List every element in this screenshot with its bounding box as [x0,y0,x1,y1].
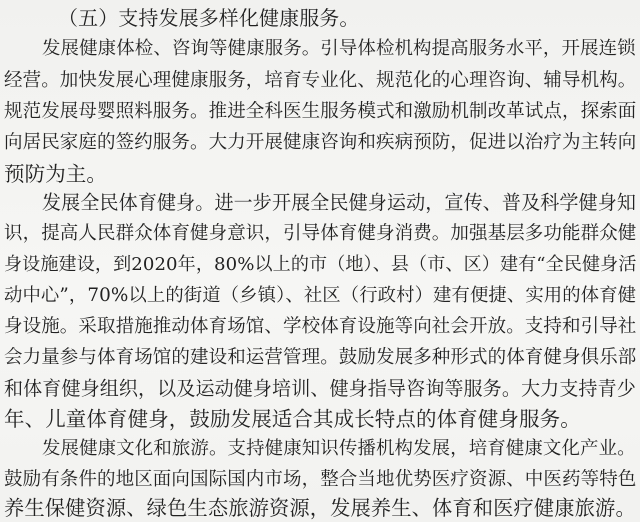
text-line-12-text: 和体育健身组织，以及运动健身培训、健身指导咨询等服务。大力支持青少 [4,378,636,400]
text-line-11-text: 会力量参与体育场馆的建设和运营管理。鼓励发展多种形式的体育健身俱乐部 [4,347,637,368]
text-line-13 [0,404,640,434]
text-line-16 [0,493,640,522]
text-line-7-text: 识，提高人民群众体育健身意识，引导体育健身消费。加强基层多功能群众健 [4,223,637,244]
text-line-9-text: 动中心”，70%以上的街道（乡镇）、社区（行政村）建有便捷、实用的体育健 [4,285,637,306]
text-line-12 [0,374,640,404]
text-line-11 [0,343,640,373]
text-line-14-text: 发展健康文化和旅游。支持健康知识传播机构发展，培育健康文化产业。 [42,438,636,459]
text-line-16-text: 养生保健资源、绿色生态旅游资源，发展养生、体育和医疗健康旅游。 [4,496,636,520]
text-line-15 [0,465,640,495]
text-line-2 [0,66,640,96]
text-line-6 [0,188,640,218]
section-heading [0,3,640,33]
text-line-6-text: 发展全民体育健身。进一步开展全民健身运动，宣传、普及科学健身知 [42,192,637,214]
text-line-4-text: 向居民家庭的签约服务。大力开展健康咨询和疾病预防，促进以治疗为主转向 [4,132,637,153]
text-line-10-text: 身设施。采取措施推动体育场馆、学校体育设施等向社会开放。支持和引导社 [4,316,637,337]
text-line-15-text: 鼓励有条件的地区面向国际国内市场，整合当地优势医疗资源、中医药等特色 [4,469,637,490]
text-line-3-text: 规范发展母婴照料服务。推进全科医生服务模式和激励机制改革试点，探索面 [4,101,637,122]
text-line-1-text: 发展健康体检、咨询等健康服务。引导体检机构提高服务水平，开展连锁 [42,38,636,59]
text-line-3 [0,97,640,127]
section-heading-text: （五）支持发展多样化健康服务。 [58,6,360,30]
text-line-13-text: 年、儿童体育健身，鼓励发展适合其成长特点的体育健身服务。 [4,407,581,431]
text-line-5 [0,159,640,189]
text-line-8 [0,250,640,280]
text-line-7 [0,219,640,249]
text-line-14 [0,434,640,464]
text-line-1 [0,34,640,64]
text-line-5-text: 预防为主。 [4,162,107,186]
text-line-2-text: 经营。加快发展心理健康服务，培育专业化、规范化的心理咨询、辅导机构。 [4,70,637,91]
text-line-9 [0,281,640,311]
text-line-10 [0,312,640,342]
text-line-4 [0,128,640,158]
text-line-8-text: 身设施建设，到2020年，80%以上的市（地）、县（市、区）建有“全民健身活 [4,254,637,275]
